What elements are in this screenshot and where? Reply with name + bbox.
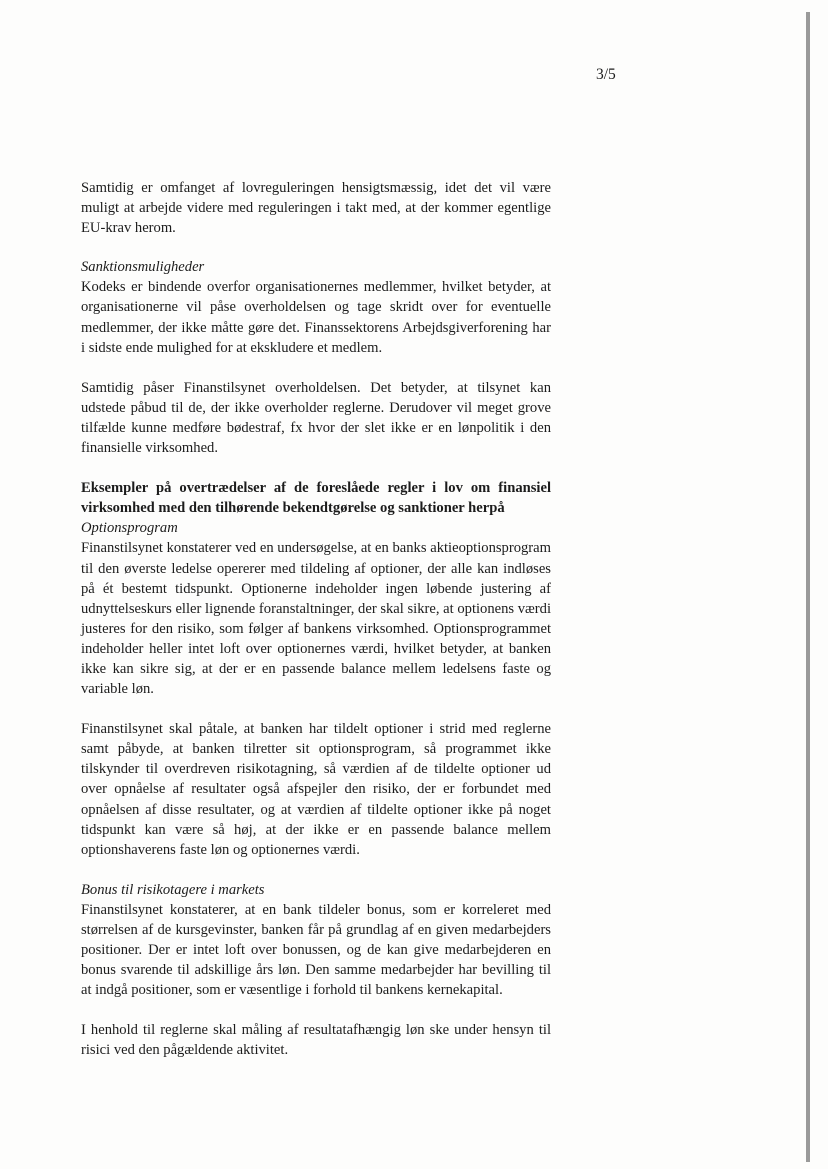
heading-optionsprogram: Optionsprogram <box>81 520 178 537</box>
heading-sanktionsmuligheder: Sanktionsmuligheder <box>81 259 205 276</box>
page-number: 3/5 <box>596 66 616 83</box>
scan-edge-shadow <box>806 12 810 1162</box>
heading-bonus: Bonus til risikotagere i markets <box>81 881 265 898</box>
paragraph-lovregulering: Samtidig er omfanget af lovreguleringen hensigtsmæssig, idet det vil være muligt at arbejde videre med reguleringen i takt med, at der kommer egentlige EU-krav herom. <box>81 180 551 237</box>
paragraph-finanstilsynet-overholdelse: Samtidig påser Finanstilsynet overholdelsen. Det betyder, at tilsynet kan udstede påbud til de, der ikke overholder reglerne. Derudover vil meget grove tilfælde kunne medføre bødestraf, fx hvor der slet ikke er en lønpolitik i den finansielle virksomhed. <box>81 379 551 457</box>
paragraph-optionsprogram: Finanstilsynet konstaterer ved en undersøgelse, at en banks aktieoptionsprogram til den øverste ledelse opererer med tildeling af optioner, der alle kan indløses på ét bestemt tidspunkt. Optionerne indeholder ingen løbende justering af udnyttelseskurs eller lignende foranstaltninger, der skal sikre, at optionens værdi justeres for den risiko, som følger af bankens virksomhed. Optionsprogrammet indeholder heller intet loft over optionernes værdi, hvilket betyder, at banken ikke kan sikre sig, at der er en passende balance mellem ledelsens faste og variable løn. <box>81 540 551 698</box>
paragraph-kodeks: Kodeks er bindende overfor organisationernes medlemmer, hvilket betyder, at organisationerne vil påse overholdelsen og tage skridt over for eventuelle medlemmer, der ikke måtte gøre det. Finanssektorens Arbejdsgiverforening har i sidste ende mulighed for at ekskludere et medlem. <box>81 279 551 356</box>
paragraph-paatale-optioner: Finanstilsynet skal påtale, at banken har tildelt optioner i strid med reglerne samt påbyde, at banken tilretter sit optionsprogram, så programmet ikke tilskynder til overdreven risikotagning, så værdien af de tildelte optioner ud over opnåelse af resultater også afspejler den risiko, der er forbundet med opnåelsen af disse resultater, og at værdien af tildelte optioner ikke på noget tidspunkt kan være så høj, at der ikke er en passende balance mellem optionshaverens faste løn og optionernes værdi. <box>81 721 551 858</box>
document-body <box>81 178 551 1061</box>
heading-eksempler: Eksempler på overtrædelser af de foreslåede regler i lov om finansiel virksomhed med den tilhørende bekendtgørelse og sanktioner herpå <box>81 480 551 517</box>
paragraph-maaling: I henhold til reglerne skal måling af resultatafhængig løn ske under hensyn til risici ved den pågældende aktivitet. <box>81 1022 551 1059</box>
paragraph-bonus: Finanstilsynet konstaterer, at en bank tildeler bonus, som er korreleret med størrelsen af de kursgevinster, banken får på grundlag af en given medarbejders positioner. Der er intet loft over bonussen, og de kan give medarbejderen en bonus svarende til adskillige års løn. Den samme medarbejder har bevilling til at indgå positioner, som er væsentlige i forhold til bankens kernekapital. <box>81 901 551 999</box>
